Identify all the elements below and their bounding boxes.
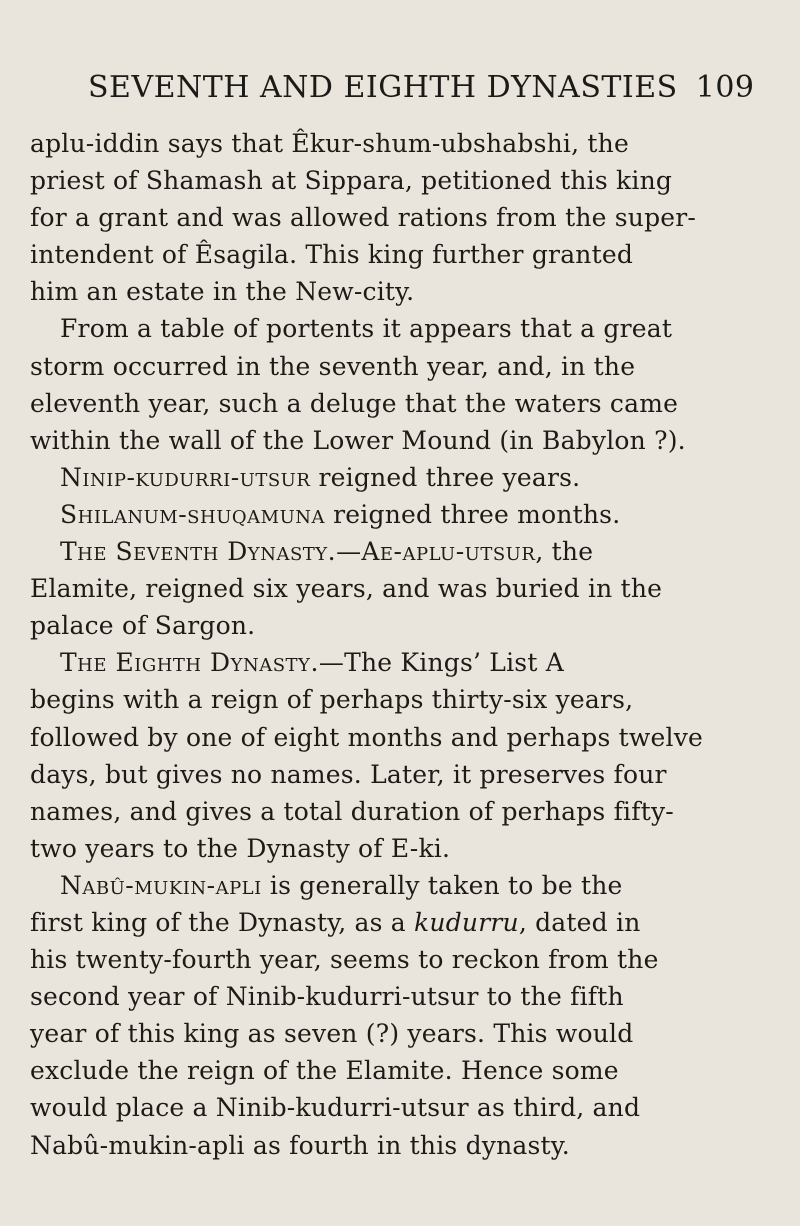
king-name: Shilanum-shuqamuna (60, 499, 325, 529)
king-reign: reigned three years. (310, 462, 581, 492)
text-line: storm occurred in the seventh year, and, in the (30, 351, 636, 381)
running-title: SEVENTH AND EIGHTH DYNASTIES (88, 70, 678, 105)
king-name: Nabû-mukin-apli (60, 870, 262, 900)
italic-term: kudurru (414, 907, 519, 937)
text-line: him an estate in the New-city. (30, 277, 415, 307)
text-line (30, 904, 772, 941)
text-line: year of this king as seven (?) years. This would (30, 1019, 634, 1049)
king-entry-ninip (30, 459, 772, 496)
king-reign: reigned three months. (325, 499, 621, 529)
text-line: aplu-iddin says that Êkur-shum-ubshabshi, the (30, 129, 629, 158)
paragraph-start-line: From a table of portents it appears that a great (60, 314, 673, 344)
text-run: —The Kings’ List A (318, 648, 564, 678)
text-line: followed by one of eight months and perhaps twelve (30, 722, 704, 752)
text-line: names, and gives a total duration of perhaps fifty- (30, 796, 674, 826)
king-entry-shilanum (30, 496, 772, 533)
text-line: for a grant and was allowed rations from the super- (30, 203, 697, 233)
text-line: his twenty-fourth year, seems to reckon from the (30, 945, 659, 975)
text-line: Nabû-mukin-apli as fourth in this dynasty. (30, 1130, 570, 1160)
text-line: within the wall of the Lower Mound (in Babylon ?). (30, 425, 686, 455)
text-line: intendent of Êsagila. This king further granted (30, 240, 634, 270)
body-text (30, 125, 772, 1164)
eighth-dynasty-line (30, 644, 772, 681)
section-heading-seventh: The Seventh Dynasty. (60, 537, 337, 567)
text-run: , dated in (518, 907, 641, 937)
text-line: priest of Shamash at Sippara, petitioned this king (30, 166, 673, 196)
section-heading-eighth: The Eighth Dynasty. (60, 648, 319, 678)
king-name: Ae-aplu-utsur (361, 537, 536, 567)
text-run: , the (535, 537, 594, 567)
text-run: first king of the Dynasty, as a (30, 907, 415, 937)
text-line: Elamite, reigned six years, and was buried in the (30, 574, 663, 604)
page-number: 109 (695, 70, 755, 105)
text-line: begins with a reign of perhaps thirty-six years, (30, 685, 634, 715)
em-dash: — (336, 537, 362, 567)
king-name: Ninip-kudurri-utsur (60, 462, 311, 492)
king-entry-nabu (30, 867, 772, 904)
text-line: would place a Ninib-kudurri-utsur as third, and (30, 1093, 641, 1123)
text-line: palace of Sargon. (30, 611, 256, 641)
text-line: second year of Ninib-kudurri-utsur to the fifth (30, 982, 624, 1012)
text-line: exclude the reign of the Elamite. Hence some (30, 1056, 619, 1086)
seventh-dynasty-line (30, 533, 772, 570)
text-line: days, but gives no names. Later, it preserves four (30, 759, 667, 789)
text-line: eleventh year, such a deluge that the waters came (30, 388, 679, 418)
text-run: is generally taken to be the (261, 870, 623, 900)
running-head (88, 70, 768, 105)
text-line: two years to the Dynasty of E-ki. (30, 833, 451, 863)
